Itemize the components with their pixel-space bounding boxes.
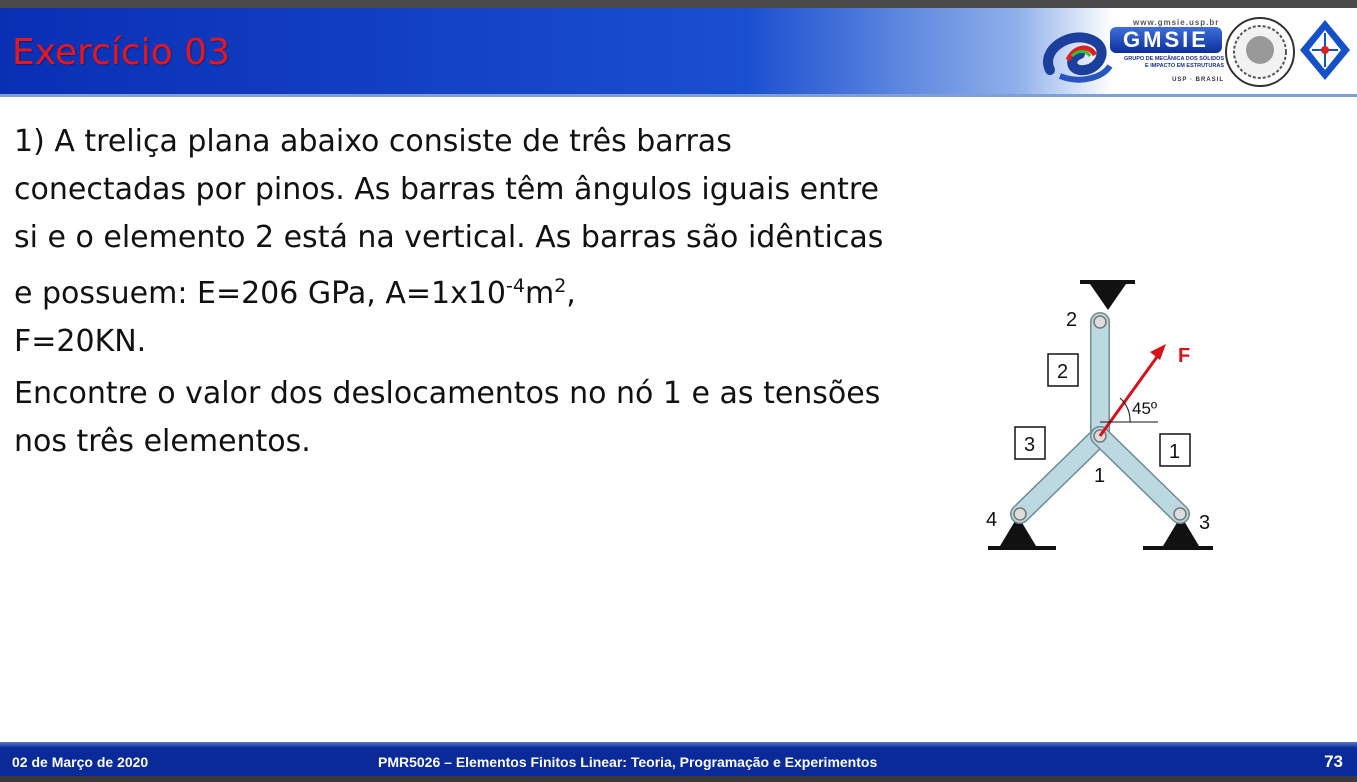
logo-subtitle-line3: USP · BRASIL: [1172, 77, 1224, 83]
node-3-label: 3: [1199, 512, 1211, 534]
slide-title: Exercício 03: [12, 32, 230, 73]
angle-label: 45º: [1132, 399, 1158, 418]
footer-date: 02 de Março de 2020: [12, 754, 149, 770]
page-number: 73: [1324, 752, 1343, 771]
node-4-label: 4: [986, 509, 998, 531]
top-support: [1090, 284, 1126, 310]
node-1-label: 1: [1094, 465, 1106, 487]
problem-text-comma: ,: [566, 276, 576, 311]
logo-subtitle-line1: GRUPO DE MECÂNICA DOS SÓLIDOS: [1123, 56, 1224, 62]
pin-node-4: [1014, 508, 1026, 520]
task-statement: Encontre o valor dos deslocamentos no nó 1 e as tensões nos três elementos.: [14, 376, 881, 459]
area-unit: m: [524, 276, 555, 311]
truss-diagram: [980, 270, 1230, 560]
pin-node-3: [1174, 508, 1186, 520]
problem-text-a: 1) A treliça plana abaixo consiste de três barras conectadas por pinos. As barras têm ângulos iguais entre si e o elemento 2 está na vertical. As barras são idênticas e possuem: E=206 GPa, A=1x10: [14, 124, 884, 311]
logo-subtitle-line2: E IMPACTO EM ESTRUTURAS: [1145, 63, 1224, 69]
unit-exponent: 2: [554, 275, 567, 297]
force-value: F=20KN.: [14, 324, 147, 359]
element-2-label: 2: [1057, 361, 1069, 383]
element-1-label: 1: [1169, 441, 1181, 463]
footer-course: PMR5026 – Elementos Finitos Linear: Teoria, Programação e Experimentos: [378, 754, 878, 770]
window-top-strip: [0, 0, 1357, 8]
pin-node-2: [1094, 316, 1106, 328]
logo-url: www.gmsie.usp.br: [1133, 18, 1220, 27]
window-bottom-strip: [0, 776, 1357, 782]
logo-subtitle: [1100, 56, 1224, 70]
exercise-text: [14, 118, 894, 466]
logo-wordmark: GMSIE: [1110, 27, 1222, 53]
node-2-label: 2: [1066, 309, 1078, 331]
area-exponent: -4: [506, 275, 525, 297]
force-label: F: [1178, 345, 1191, 367]
force-arrowhead: [1150, 344, 1166, 360]
element-3-label: 3: [1024, 434, 1036, 456]
problem-statement: [14, 118, 894, 366]
